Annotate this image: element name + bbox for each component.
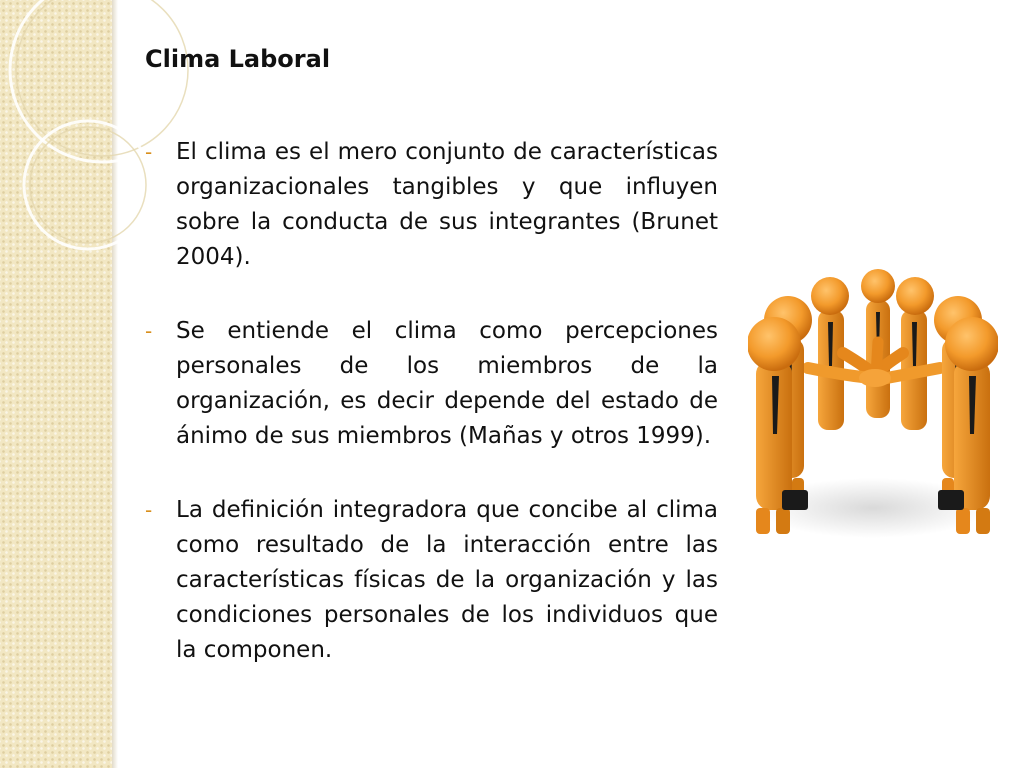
slide-title: Clima Laboral <box>145 45 331 73</box>
team-huddle-illustration-icon <box>748 258 998 548</box>
bullet-item <box>145 493 718 668</box>
bullet-marker: - <box>145 498 153 522</box>
bullet-item <box>145 314 718 454</box>
bullet-text: Se entiende el clima como percepciones personales de los miembros de la organización, es decir depende del estado de ánimo de sus miembros (Mañas y otros 1999). <box>176 318 718 449</box>
bullet-marker: - <box>145 319 153 343</box>
bullet-list <box>145 135 718 707</box>
bullet-marker: - <box>145 140 153 164</box>
bullet-item <box>145 135 718 275</box>
bullet-text: La definición integradora que concibe al clima como resultado de la interacción entre las características físicas de la organización y las condiciones personales de los individuos que la componen. <box>176 497 718 663</box>
bullet-text: El clima es el mero conjunto de características organizacionales tangibles y que influyen sobre la conducta de sus integrantes (Brunet 2004). <box>176 139 718 270</box>
